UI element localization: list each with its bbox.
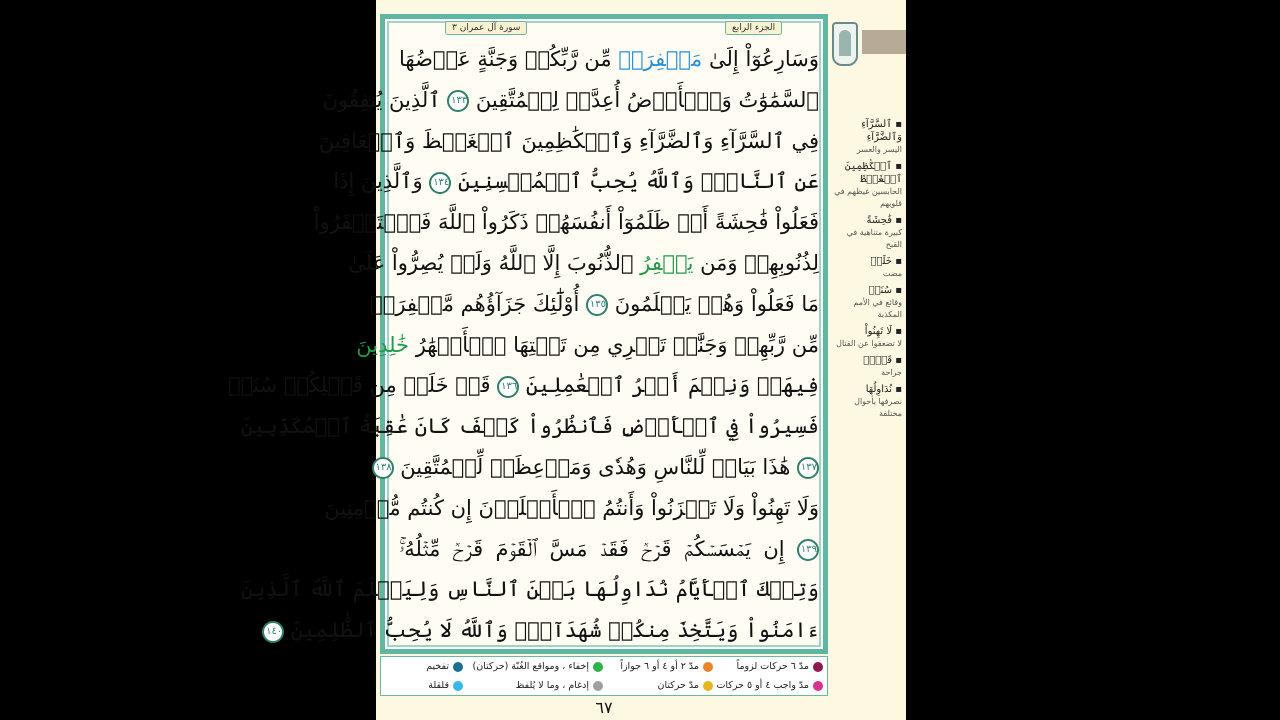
ayah-number-marker: ١٤٠ (262, 621, 284, 643)
verse-text: مَا فَعَلُواْ وَهُمۡ يَعۡلَمُونَ (608, 291, 819, 316)
verse-text: مِّن رَّبِّكُمۡ وَجَنَّةٍ عَرۡضُهَا (399, 47, 619, 71)
tajweed-highlight: خَٰلِدِينَ (356, 332, 410, 357)
tajweed-highlight: مَغۡفِرَةٖ (618, 47, 703, 71)
text-frame (228, 14, 828, 654)
legend-color-dot-icon (703, 662, 713, 672)
glossary-word: ▪ ٱلۡكَٰظِمِينَ ٱلۡغَيۡظَ (844, 161, 902, 185)
ayah-number-marker: ١٣٣ (447, 90, 469, 112)
verse-text: فِيهَاۚ وَنِعۡمَ أَجۡرُ ٱلۡعَٰمِلِينَ (519, 373, 819, 398)
surah-name-tab: سورة آل عمران ٣ (445, 21, 527, 35)
ayah-number-marker: ١٣٨ (372, 457, 394, 479)
juz-emblem-icon (832, 22, 858, 66)
legend-color-dot-icon (453, 662, 463, 672)
legend-item (603, 676, 713, 695)
ayah-number-marker: ١٣٤ (429, 172, 451, 194)
text-line (228, 365, 819, 406)
verse-text: وَتِلۡكَ ٱلۡأَيَّامُ نُدَاوِلُهَا بَيۡنَ ٱلنَّاسِ وَلِيَعۡلَمَ ٱللَّهُ ٱلَّذِينَ (240, 577, 819, 602)
text-line (318, 121, 819, 162)
verse-text: ٱلذُّنُوبَ إِلَّا ٱللَّهُ وَلَمۡ يُصِرُّواْ عَلَىٰ (348, 250, 641, 275)
legend-item (463, 676, 603, 695)
verse-text: عَنِ ٱلنَّاسِۗ وَٱللَّهُ يُحِبُّ ٱلۡمُحۡسِنِينَ (451, 169, 819, 194)
text-line (240, 406, 819, 447)
verse-text: فَسِيرُواْ فِي ٱلۡأَرۡضِ فَٱنظُرُواْ كَيۡفَ كَانَ عَٰقِبَةُ ٱلۡمُكَذِّبِينَ (240, 414, 819, 439)
glossary-word: ▪ خَلَتۡ (870, 256, 902, 267)
legend-item (603, 657, 713, 676)
glossary-definition: كبيرة متناهية في القبح (846, 228, 902, 249)
glossary-definition: لا تضعفوا عن القتال (836, 339, 902, 348)
text-line (370, 284, 819, 325)
tajweed-highlight: يَغۡفِرُ (640, 250, 694, 275)
legend-label: تفخيم (426, 661, 449, 672)
legend-color-dot-icon (813, 662, 823, 672)
text-line (375, 447, 819, 488)
text-line (348, 243, 819, 284)
text-line (266, 610, 819, 651)
glossary-sidebar (832, 118, 902, 424)
juz-name-tab: الجزء الرابع (725, 21, 782, 35)
legend-item (713, 657, 823, 676)
quran-text (228, 39, 819, 651)
verse-text: فَعَلُواْ فَٰحِشَةً أَوۡ ظَلَمُوٓاْ أَنفُسَهُمۡ ذَكَرُواْ ٱللَّهَ فَٱسۡتَغۡفَرُواْ (313, 210, 819, 235)
text-line (333, 161, 819, 202)
ayah-number-marker: ١٣٩ (797, 539, 819, 561)
verse-text: أُوْلَٰٓئِكَ جَزَآؤُهُم مَّغۡفِرَةٞ (370, 291, 587, 316)
verse-text: وَٱلَّذِينَ إِذَا (333, 169, 430, 194)
verse-text: ٱلسَّمَٰوَٰتُ وَٱلۡأَرۡضُ أُعِدَّتۡ لِلۡمُتَّقِينَ (469, 87, 819, 112)
text-line (399, 529, 819, 570)
legend-color-dot-icon (813, 681, 823, 691)
glossary-word: ▪ فَٰحِشَةً (866, 215, 902, 226)
glossary-definition: نصرفها بأحوال مختلفة (854, 397, 902, 418)
glossary-definition: وقائع في الأمم المكذبة (853, 298, 902, 319)
legend-label: قلقلة (428, 680, 449, 691)
text-line (240, 569, 819, 610)
legend-item (713, 676, 823, 695)
text-line (313, 202, 819, 243)
verse-text: ٱلَّذِينَ يُنفِقُونَ (322, 87, 448, 112)
glossary-definition: جراحة (881, 368, 902, 377)
legend-label: إخفاء ، ومواقع الغُنّة (حركتان) (472, 661, 589, 672)
text-line (399, 39, 819, 80)
verse-text: قَدۡ خَلَتۡ مِن قَبۡلِكُمۡ سُنَنٞ (228, 373, 498, 398)
glossary-word: ▪ لَا تَهِنُواْ (864, 326, 902, 337)
legend-label: مدّ ٦ حركات لزوماً (736, 661, 809, 672)
glossary-word: ▪ سُنَنٞ (868, 285, 902, 296)
verse-text: وَلَا تَهِنُواْ وَلَا تَحۡزَنُواْ وَأَنتُمُ ٱلۡأَعۡلَوۡنَ إِن كُنتُم مُّؤۡمِنِينَ (324, 495, 819, 520)
glossary-definition: اليسر والعسر (856, 145, 902, 154)
glossary-definition: الحابسين غيظهم في قلوبهم (834, 187, 902, 208)
legend-color-dot-icon (593, 662, 603, 672)
legend-item (379, 676, 463, 695)
text-line (322, 80, 819, 121)
legend-label: مدّ ٢ أو ٤ أو ٦ جوازاً (620, 661, 699, 672)
verse-text: فِي ٱلسَّرَّآءِ وَٱلضَّرَّآءِ وَٱلۡكَٰظِمِينَ ٱلۡغَيۡظَ وَٱلۡعَافِينَ (318, 128, 819, 153)
legend-label: إدغام ، وما لا يُلفظ (515, 680, 589, 691)
verse-text: مِّن رَّبِّهِمۡ وَجَنَّٰتٞ تَجۡرِي مِن تَحۡتِهَا ٱلۡأَنۡهَٰرُ (409, 332, 819, 357)
legend-item (463, 657, 603, 676)
ayah-number-marker: ١٣٦ (497, 376, 519, 398)
tajweed-legend (380, 656, 828, 696)
glossary-word: ▪ نُدَاوِلُهَا (865, 384, 902, 395)
verse-text: ءَامَنُواْ وَيَتَّخِذَ مِنكُمۡ شُهَدَآءَۗ وَٱللَّهُ لَا يُحِبُّ ٱلظَّٰلِمِينَ (284, 618, 819, 643)
page-number: ٦٧ (595, 698, 613, 717)
legend-color-dot-icon (593, 681, 603, 691)
legend-color-dot-icon (453, 681, 463, 691)
legend-label: مدّ واجب ٤ أو ٥ حركات (716, 680, 809, 691)
glossary-word: ▪ ٱلسَّرَّآءِ وَٱلضَّرَّآءِ (861, 119, 902, 143)
text-line (324, 488, 819, 529)
glossary-definition: مضت (882, 269, 902, 278)
legend-color-dot-icon (703, 681, 713, 691)
mushaf-page (228, 0, 906, 720)
verse-text: إِن يَمۡسَسۡكُمۡ قَرۡحٞ فَقَدۡ مَسَّ ٱلۡقَوۡمَ قَرۡحٞ مِّثۡلُهُۥۚ (399, 536, 797, 561)
ayah-number-marker: ١٣٥ (586, 294, 608, 316)
verse-text: وَسَارِعُوٓاْ إِلَىٰ (702, 47, 819, 71)
legend-label: مدّ حركتان (657, 680, 699, 691)
glossary-word: ▪ قَرۡحٞ (863, 355, 902, 366)
legend-item (379, 657, 463, 676)
text-line (356, 325, 819, 366)
verse-text: هَٰذَا بَيَانٞ لِّلنَّاسِ وَهُدٗى وَمَوۡعِظَةٞ لِّلۡمُتَّقِينَ (393, 454, 797, 479)
side-marker-band (862, 30, 906, 54)
ayah-number-marker: ١٣٧ (797, 457, 819, 479)
verse-text: لِذُنُوبِهِمۡ وَمَن (693, 250, 819, 275)
